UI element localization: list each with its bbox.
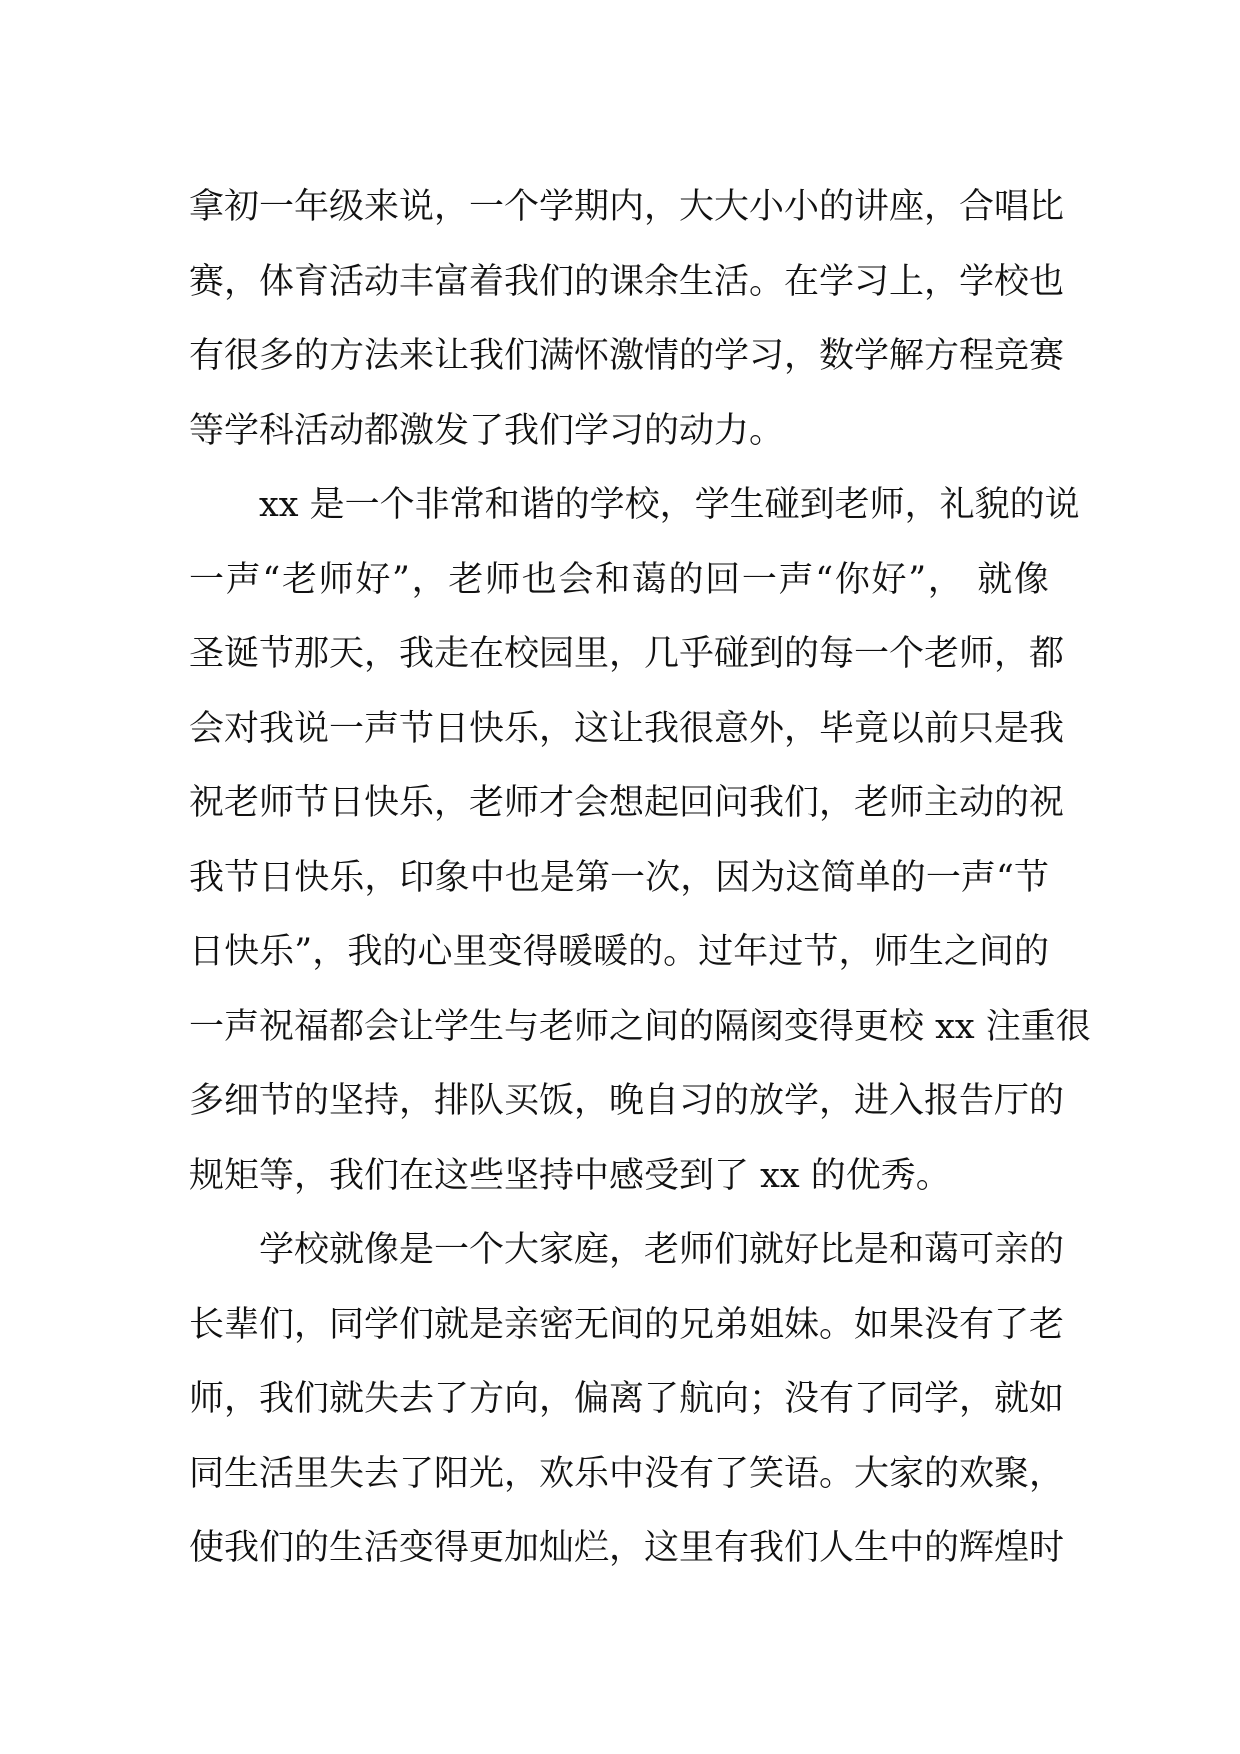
text-line: 学校就像是一个大家庭，老师们就好比是和蔼可亲的 xyxy=(259,1230,1065,1270)
text-line: 长辈们，同学们就是亲密无间的兄弟姐妹。如果没有了老 xyxy=(189,1304,1065,1345)
text-line: 使我们的生活变得更加灿烂，这里有我们人生中的辉煌时 xyxy=(189,1528,1065,1568)
text-line: 赛，体育活动丰富着我们的课余生活。在学习上，学校也 xyxy=(189,261,1065,302)
text-line: 有很多的方法来让我们满怀激情的学习，数学解方程竞赛 xyxy=(189,336,1065,376)
text-line: 拿初一年级来说，一个学期内，大大小小的讲座，合唱比 xyxy=(189,187,1065,227)
text-line: 祝老师节日快乐，老师才会想起回问我们，老师主动的祝 xyxy=(189,783,1065,823)
text-line: 规矩等，我们在这些坚持中感受到了 xx 的优秀。 xyxy=(189,1155,951,1196)
text-line: 日快乐”，我的心里变得暖暖的。过年过节，师生之间的 xyxy=(189,932,1049,972)
text-line: 会对我说一声节日快乐，这让我很意外，毕竟以前只是我 xyxy=(189,708,1065,749)
text-line: 等学科活动都激发了我们学习的动力。 xyxy=(189,410,785,451)
text-line: 一声“老师好”，老师也会和蔼的回一声“你好”， 就像 xyxy=(189,559,1049,600)
text-line: 一声祝福都会让学生与老师之间的隔阂变得更校 xx 注重很 xyxy=(189,1006,1091,1047)
text-line: 圣诞节那天，我走在校园里，几乎碰到的每一个老师，都 xyxy=(189,634,1065,674)
text-line: 多细节的坚持，排队买饭，晚自习的放学，进入报告厅的 xyxy=(189,1081,1065,1121)
text-line: xx 是一个非常和谐的学校，学生碰到老师，礼貌的说 xyxy=(259,485,1080,525)
text-line: 我节日快乐，印象中也是第一次，因为这简单的一声“节 xyxy=(189,857,1049,898)
text-line: 同生活里失去了阳光，欢乐中没有了笑语。大家的欢聚， xyxy=(189,1453,1065,1494)
body-text xyxy=(189,170,1091,1586)
text-line: 师，我们就失去了方向，偏离了航向；没有了同学，就如 xyxy=(189,1379,1065,1419)
